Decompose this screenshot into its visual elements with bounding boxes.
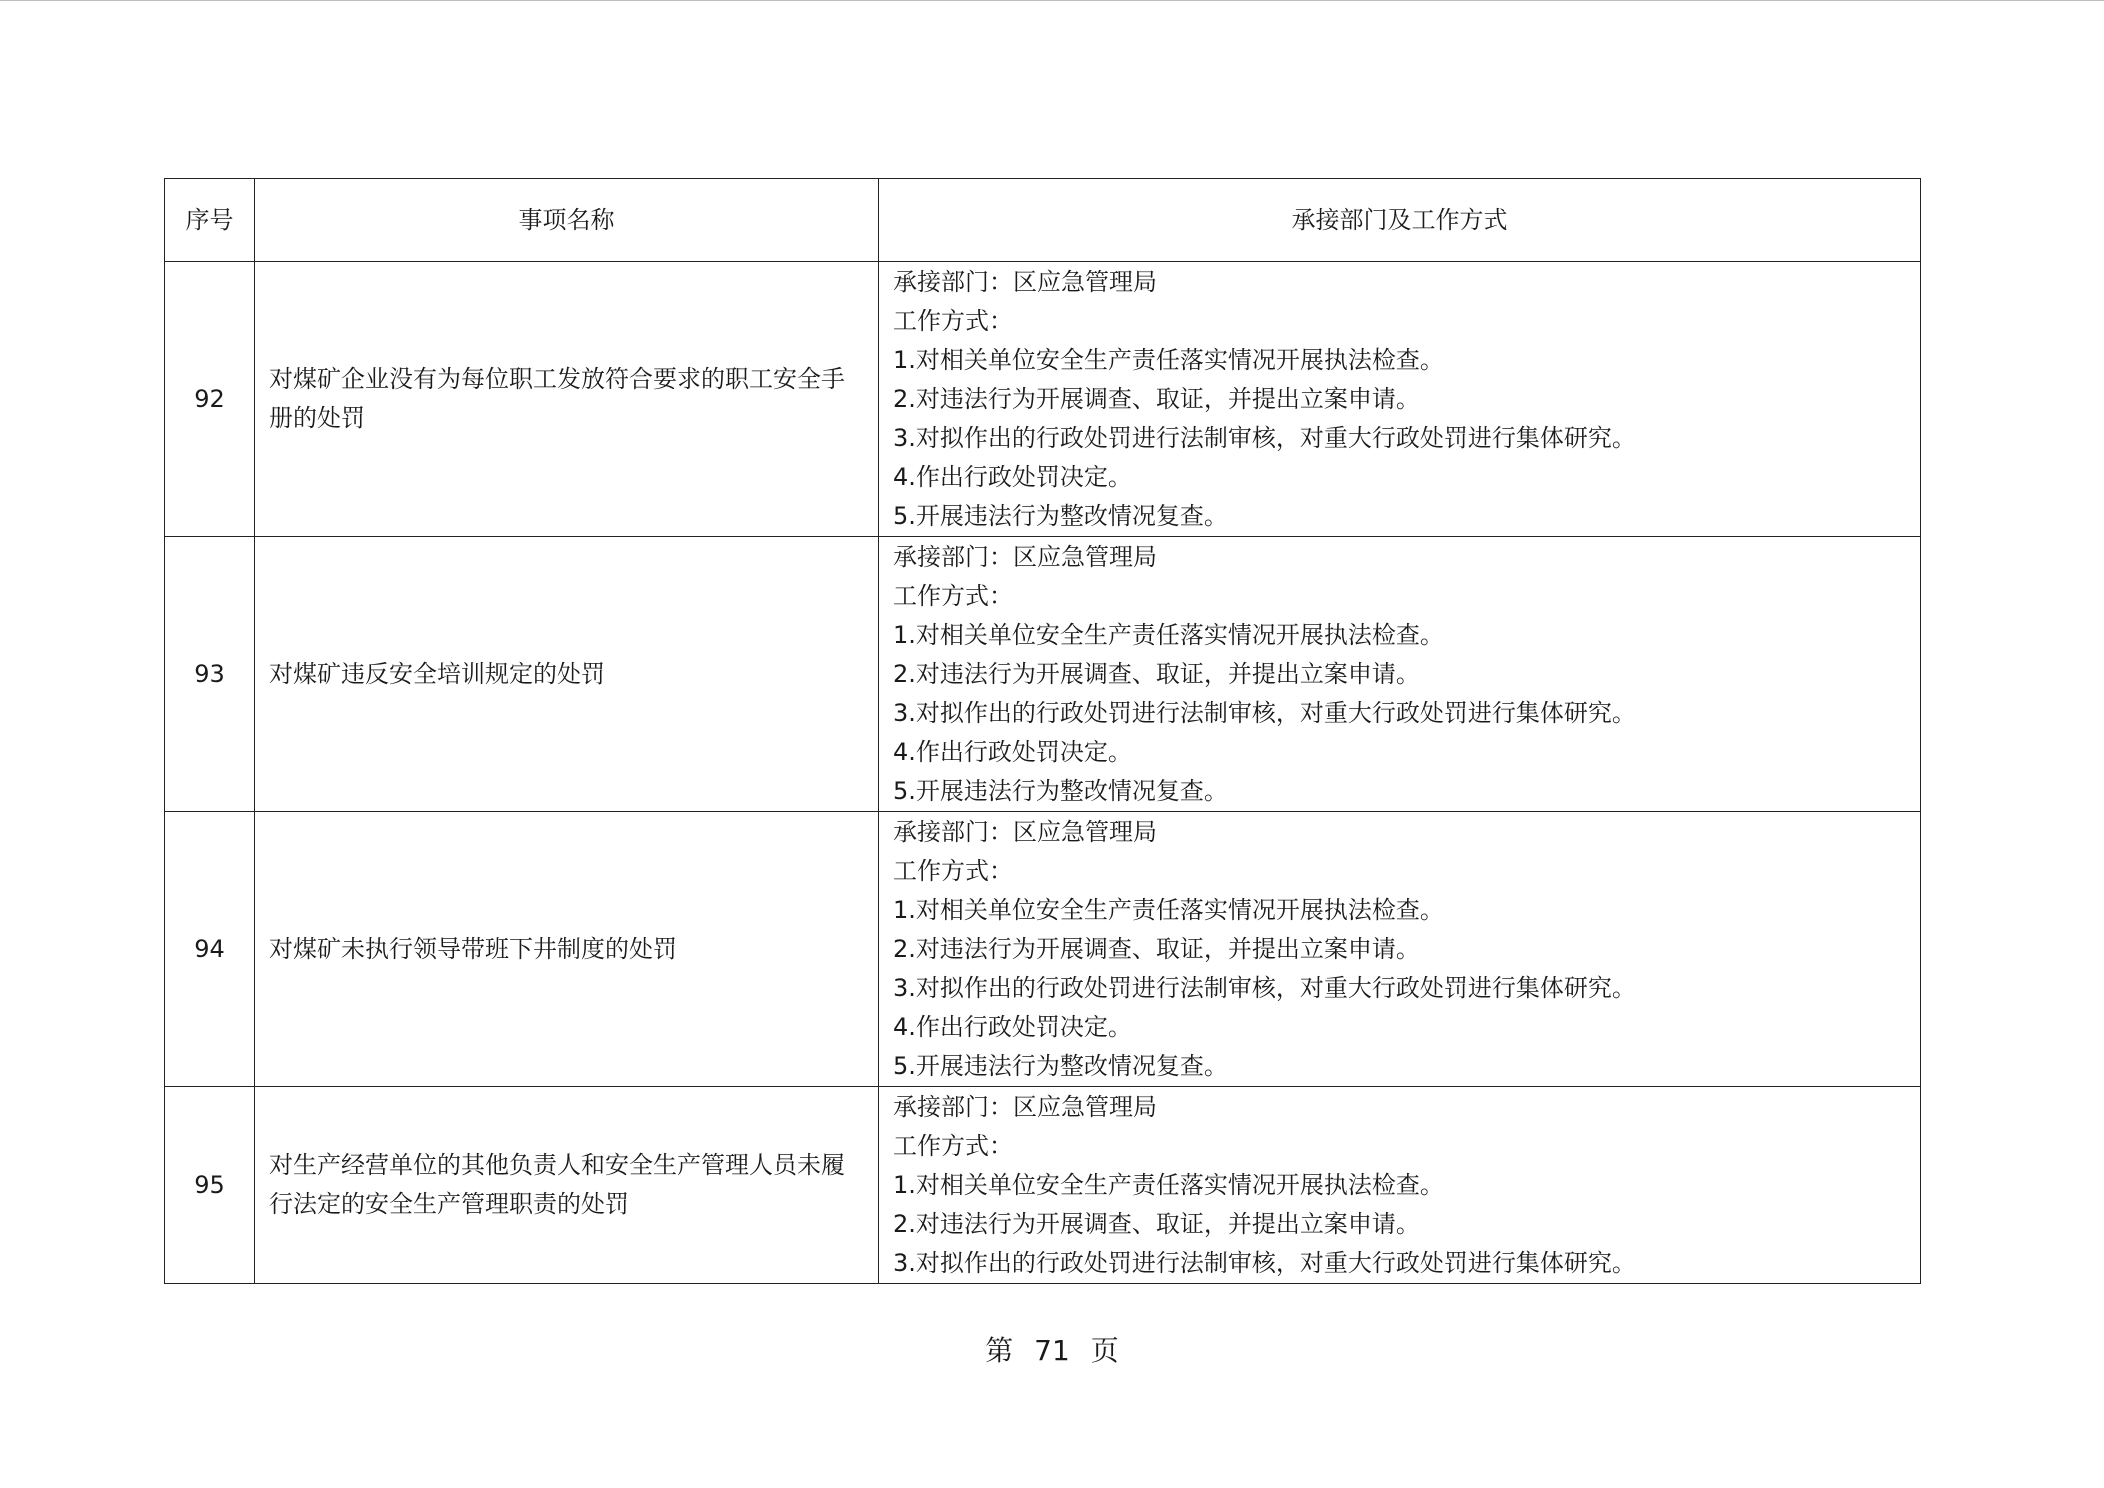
method-step: 1.对相关单位安全生产责任落实情况开展执法检查。	[893, 895, 1444, 924]
header-dept: 承接部门及工作方式	[879, 179, 1921, 262]
dept-line: 承接部门：区应急管理局	[893, 817, 1157, 846]
dept-line: 承接部门：区应急管理局	[893, 267, 1157, 296]
method-label: 工作方式：	[893, 306, 1013, 335]
method-step: 2.对违法行为开展调查、取证，并提出立案申请。	[893, 1209, 1420, 1238]
method-step: 3.对拟作出的行政处罚进行法制审核，对重大行政处罚进行集体研究。	[893, 973, 1636, 1002]
table-row	[165, 262, 1921, 537]
method-step: 5.开展违法行为整改情况复查。	[893, 1051, 1228, 1080]
items-table	[164, 178, 1921, 1284]
dept-line: 承接部门：区应急管理局	[893, 1092, 1157, 1121]
method-step: 1.对相关单位安全生产责任落实情况开展执法检查。	[893, 620, 1444, 649]
method-step: 2.对违法行为开展调查、取证，并提出立案申请。	[893, 384, 1420, 413]
method-step: 2.对违法行为开展调查、取证，并提出立案申请。	[893, 659, 1420, 688]
footer-prefix: 第	[985, 1334, 1014, 1367]
header-name: 事项名称	[255, 179, 879, 262]
row-dept-cell	[879, 1087, 1921, 1284]
table-header-row	[165, 179, 1921, 262]
table-row	[165, 812, 1921, 1087]
header-seq: 序号	[165, 179, 255, 262]
method-step: 5.开展违法行为整改情况复查。	[893, 776, 1228, 805]
row-item-name: 对煤矿未执行领导带班下井制度的处罚	[255, 812, 879, 1087]
table-row	[165, 1087, 1921, 1284]
row-item-name: 对煤矿违反安全培训规定的处罚	[255, 537, 879, 812]
method-step: 4.作出行政处罚决定。	[893, 1012, 1132, 1041]
row-seq: 95	[165, 1087, 255, 1284]
method-step: 1.对相关单位安全生产责任落实情况开展执法检查。	[893, 1170, 1444, 1199]
method-step: 1.对相关单位安全生产责任落实情况开展执法检查。	[893, 345, 1444, 374]
method-step: 3.对拟作出的行政处罚进行法制审核，对重大行政处罚进行集体研究。	[893, 423, 1636, 452]
method-step: 3.对拟作出的行政处罚进行法制审核，对重大行政处罚进行集体研究。	[893, 698, 1636, 727]
method-label: 工作方式：	[893, 1131, 1013, 1160]
method-label: 工作方式：	[893, 581, 1013, 610]
method-step: 3.对拟作出的行政处罚进行法制审核，对重大行政处罚进行集体研究。	[893, 1248, 1636, 1277]
method-step: 2.对违法行为开展调查、取证，并提出立案申请。	[893, 934, 1420, 963]
footer-suffix: 页	[1090, 1334, 1119, 1367]
method-step: 4.作出行政处罚决定。	[893, 462, 1132, 491]
row-item-name: 对生产经营单位的其他负责人和安全生产管理人员未履行法定的安全生产管理职责的处罚	[255, 1087, 879, 1284]
row-item-name: 对煤矿企业没有为每位职工发放符合要求的职工安全手册的处罚	[255, 262, 879, 537]
table-row	[165, 537, 1921, 812]
method-step: 4.作出行政处罚决定。	[893, 737, 1132, 766]
row-seq: 93	[165, 537, 255, 812]
row-dept-cell	[879, 537, 1921, 812]
row-dept-cell	[879, 812, 1921, 1087]
row-dept-cell	[879, 262, 1921, 537]
dept-line: 承接部门：区应急管理局	[893, 542, 1157, 571]
method-label: 工作方式：	[893, 856, 1013, 885]
method-step: 5.开展违法行为整改情况复查。	[893, 501, 1228, 530]
row-seq: 94	[165, 812, 255, 1087]
page-footer	[0, 1329, 2104, 1369]
page-number: 71	[1034, 1334, 1070, 1367]
row-seq: 92	[165, 262, 255, 537]
